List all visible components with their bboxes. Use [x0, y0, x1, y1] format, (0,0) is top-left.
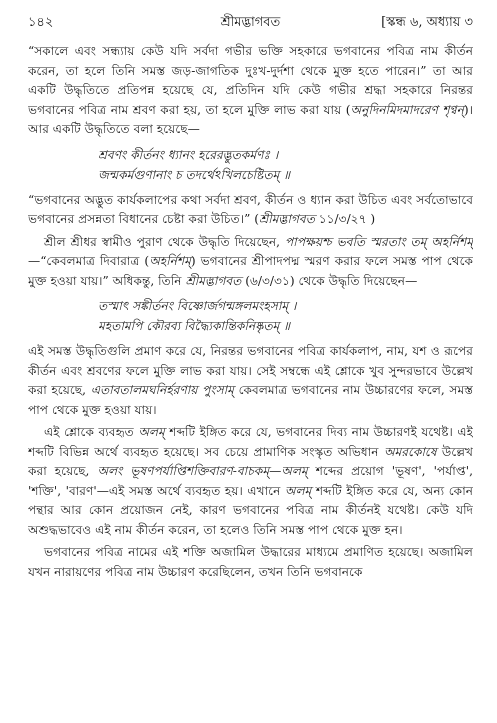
verse-1 [98, 145, 473, 185]
paragraph-4-italic-b: এতাবতালমঘনির্হরণায় পুংসাম্ [90, 383, 234, 397]
paragraph-5-text-i: শব্দের প্রয়োগ 'ভূষণ', 'পর্যাপ্ত', 'শক্তি', 'বারণ'—এই সমস্ত অর্থে ব্যবহৃত হয়। এখানে [28, 464, 473, 498]
verse-2-line-2: মহতামপি কৌরব্য বিদ্ধ্যৈকান্তিকনিষ্কৃতম্ ॥ [98, 319, 291, 333]
paragraph-4 [28, 342, 473, 420]
paragraph-5-italic-j: অলম্ [284, 483, 312, 498]
paragraph-5-text-g: — [269, 464, 282, 478]
section-label: [স্কন্ধ ৬, অধ্যায় ৩ [381, 15, 473, 30]
paragraph-6-text-a: ভগবানের পবিত্র নামের এই শক্তি অজামিল উদ্ধারের মাধ্যমে প্রমাণিত হয়েছে। অজামিল যখন নারায়ণের পবিত্র নাম উচ্চারণ করেছিলেন, তখন তিনি ভগবানকে [28, 545, 473, 579]
paragraph-3-text-g: (৬/৩/৩১) থেকে উদ্ধৃতি দিয়েছেন— [241, 273, 418, 288]
verse-2 [98, 296, 473, 336]
verse-2-line-1: তস্মাৎ সঙ্কীর্তনং বিষ্ণোর্জগন্মঙ্গলমংহসাম্ । [98, 299, 297, 313]
paragraph-2-italic-b: শ্রীমদ্ভাগবত [258, 212, 315, 226]
verse-1-line-1: শ্রবণং কীর্তনং ধ্যানং হরেরদ্ভুতকর্মণঃ । [98, 147, 279, 162]
paragraph-5-italic-f: অলং ভূষণপর্যাপ্তিশক্তিবারণ-বাচকম্ [97, 464, 270, 478]
paragraph-3-text-e: ) ভগবানের শ্রীপাদপদ্ম স্মরণ করার ফলে সমস্ত পাপ থেকে মুক্ত হওয়া যায়।” অধিকন্তু, তিনি [28, 254, 473, 288]
paragraph-2-text-c: ১১/৩/২৭ ) [314, 212, 376, 226]
verse-1-line-2: জন্মকর্মগুণানাং চ তদর্থেঽখিলচেষ্টিতম্ ॥ [98, 167, 290, 182]
paragraph-3-text-a: শ্রীল শ্রীধর স্বামীও পুরাণ থেকে উদ্ধৃতি দিয়েছেন, [44, 234, 285, 249]
paragraph-5-italic-d: অমরকোষে [383, 444, 437, 459]
paragraph-3-text-c: —“কেবলমাত্র দিবারাত্র ( [28, 254, 150, 268]
paragraph-5-text-c: শব্দটি ইঙ্গিত করে যে, ভগবানের দিব্য নাম উচ্চারণই যথেষ্ট। এই শব্দটি বিভিন্ন অর্থে ব্যবহৃত হয়েছে। সব চেয়ে প্রামাণিক সংস্কৃত অভিধান [28, 425, 473, 459]
paragraph-4-text-a: এই সমস্ত উদ্ধৃতিগুলি প্রমাণ করে যে, নিরন্তর ভগবানের পবিত্র কার্যকলাপ, নাম, যশ ও রূপের কীর্তন এবং শ্রবণের ফলে মুক্তি লাভ করা যায়। সেই সম্বন্ধে এই শ্লোকে খুব সুন্দরভাবে উল্লেখ করা হয়েছে, [28, 344, 473, 397]
paragraph-5 [28, 423, 473, 540]
paragraph-2-text-a: “ভগবানের অদ্ভুত কার্যকলাপের কথা সর্বদা শ্রবণ, কীর্তন ও ধ্যান করা উচিত এবং সর্বতোভাবে ভগবানের প্রসন্নতা বিধানের চেষ্টা করা উচিত।” ( [28, 192, 473, 226]
paragraph-1 [28, 42, 473, 140]
paragraph-1-text-c: )। আর একটি উদ্ধৃতিতে বলা হয়েছে— [28, 102, 473, 136]
page-header [28, 10, 473, 36]
paragraph-6 [28, 543, 473, 582]
paragraph-5-text-k: শব্দটি ইঙ্গিত করে যে, অন্য কোন পন্থার আর কোন প্রয়োজন নেই, কারণ ভগবানের পবিত্র নাম কীর্তনই যথেষ্ট। কেউ যদি অশুদ্ধভাবেও এই নাম কীর্তন করেন, তা হলেও তিনি সমস্ত পাপ থেকে মুক্ত হন। [28, 483, 473, 537]
paragraph-3-italic-f: শ্রীমদ্ভাগবত [185, 273, 242, 288]
paragraph-5-italic-h: অলম্ [281, 464, 308, 478]
paragraph-4-text-c: কেবলমাত্র ভগবানের নাম উচ্চারণের ফলে, সমস্ত পাপ থেকে মুক্ত হওয়া যায়। [28, 383, 473, 417]
paragraph-1-italic-b: অনুদিনমিদমাদরেণ শৃণ্বন্ [350, 102, 464, 117]
page-number: ১৪২ [28, 15, 54, 30]
book-page [28, 10, 473, 715]
paragraph-5-italic-b: অলম্ [138, 425, 165, 439]
paragraph-3-italic-b: পাপক্ষয়শ্চ ভবতি স্মরতাং তম্ অহর্নিশম্ [284, 234, 473, 249]
paragraph-1-text-a: “সকালে এবং সন্ধ্যায় কেউ যদি সর্বদা গভীর ভক্তি সহকারে ভগবানের পবিত্র নাম কীর্তন করেন, তা হলে তিনি সমস্ত জড়-জাগতিক দুঃখ-দুর্দশা থেকে মুক্ত হতে পারেন।” তা আর একটি উদ্ধৃতিতে প্রতিপন্ন হয়েছে যে, প্রতিদিন যদি কেউ গভীর শ্রদ্ধা সহকারে নিরন্তর ভগবানের পবিত্র নাম শ্রবণ করা হয়, তা হলে মুক্তি লাভ করা যায় ( [28, 44, 473, 117]
book-title: শ্রীমদ্ভাগবত [220, 15, 281, 30]
paragraph-3 [28, 233, 473, 292]
paragraph-5-text-a: এই শ্লোকে ব্যবহৃত [44, 425, 139, 439]
paragraph-5-text-e: উল্লেখ করা হয়েছে, [28, 444, 473, 478]
paragraph-2 [28, 191, 473, 230]
page-body [28, 42, 473, 582]
paragraph-3-italic-d: অহর্নিশম্ [149, 254, 191, 268]
